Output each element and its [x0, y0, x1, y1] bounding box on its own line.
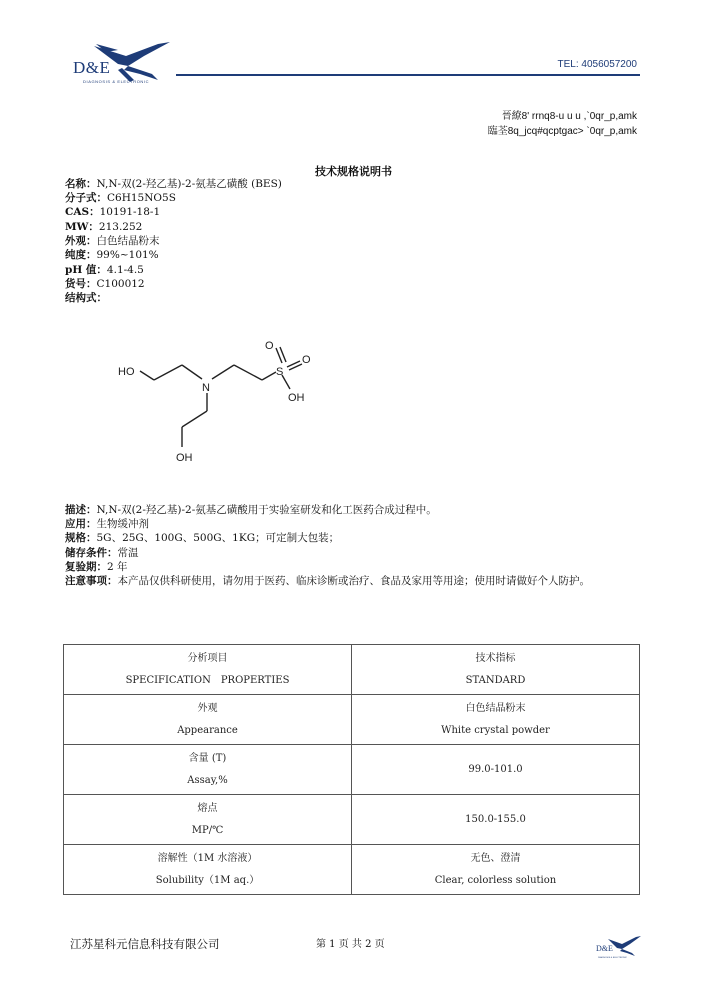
detail-application: 应用：生物缓冲剂 — [65, 518, 149, 530]
atom-s: S — [276, 366, 284, 378]
table-row — [64, 745, 640, 795]
row-item-cn: 熔点 — [197, 802, 218, 814]
footer-logo-icon — [594, 935, 642, 961]
atom-o-right: O — [302, 354, 311, 366]
row-standard-cn: 无色、澄清 — [470, 852, 521, 864]
field-item-no: 货号：C100012 — [65, 278, 145, 290]
footer-page-number: 第 1 页 共 2 页 — [316, 939, 385, 950]
detail-retest: 复验期：2 年 — [65, 561, 128, 573]
field-purity: 纯度：99%~101% — [65, 249, 159, 261]
footer-company-name: 江苏星科元信息科技有限公司 — [70, 939, 220, 951]
row-item-cn: 含量 (T) — [188, 752, 227, 764]
field-structure: 结构式： — [65, 292, 107, 304]
field-formula: 分子式：C6H15NO5S — [65, 192, 176, 204]
spec-table — [63, 644, 640, 895]
field-ph: pH 值：4.1-4.5 — [65, 264, 144, 276]
row-item-cn: 外观 — [197, 702, 218, 714]
structure-diagram — [110, 335, 320, 470]
detail-description: 描述：N,N-双(2-羟乙基)-2-氨基乙磺酸用于实验室研发和化工医药合成过程中。 — [65, 504, 437, 516]
header-tel: TEL: 4056057200 — [557, 59, 637, 70]
footer-logo-text: D&E — [596, 944, 613, 953]
detail-storage: 储存条件：常温 — [65, 547, 139, 559]
row-standard-value: 99.0-101.0 — [352, 745, 640, 795]
spec-title: 技术规格说明书 — [315, 165, 392, 178]
row-standard-cn: 白色结晶粉末 — [465, 702, 526, 714]
field-name: 名称：N,N-双(2-羟乙基)-2-氨基乙磺酸 (BES) — [65, 178, 282, 190]
row-standard-en: Clear, colorless solution — [434, 874, 557, 886]
table-header-item — [64, 645, 352, 695]
table-row — [64, 845, 640, 895]
footer-logo-subtitle: DIAGNOSIS & ELECTRONIC — [598, 957, 627, 959]
row-standard-value: 150.0-155.0 — [352, 795, 640, 845]
atom-n: N — [202, 382, 210, 394]
row-item-en: Solubility（1M aq.） — [155, 874, 260, 886]
header-item-en: SPECIFICATION PROPERTIES — [125, 674, 290, 686]
table-header-standard — [352, 645, 640, 695]
header-standard-en: STANDARD — [465, 674, 526, 686]
header-standard-cn: 技术指标 — [475, 652, 516, 664]
header-contact-line-2: 臨荃8q_jcq#qcptgac> `0qr_p,amk — [487, 126, 637, 137]
atom-oh-sulfonic: OH — [288, 392, 305, 404]
header-contact-line-1: 晉繚8' rrnq8-u u u ,`0qr_p,amk — [501, 111, 637, 122]
detail-notice: 注意事项：本产品仅供科研使用，请勿用于医药、临床诊断或治疗、食品及家用等用途；使用时请做好个人防护。 — [65, 575, 590, 587]
row-item-en: Assay,% — [187, 774, 228, 786]
row-item-en: Appearance — [177, 724, 238, 736]
atom-o-top: O — [265, 340, 274, 352]
atom-ho-left: HO — [118, 366, 135, 378]
row-item-cn: 溶解性（1M 水溶液） — [157, 852, 258, 864]
row-standard-en: White crystal powder — [441, 724, 550, 736]
logo-text: D&E — [73, 58, 111, 77]
table-row — [64, 695, 640, 745]
structure-bonds — [140, 347, 302, 447]
field-mw: MW：213.252 — [65, 221, 143, 233]
detail-package: 规格：5G、25G、100G、500G、1KG；可定制大包装； — [65, 532, 340, 544]
field-appearance: 外观：白色结晶粉末 — [65, 235, 160, 247]
table-header-row — [64, 645, 640, 695]
row-item-en: MP/℃ — [191, 824, 224, 836]
header-divider — [176, 74, 640, 76]
header-item-cn: 分析项目 — [187, 652, 228, 664]
table-row — [64, 795, 640, 845]
field-cas: CAS：10191-18-1 — [65, 206, 161, 218]
atom-oh-bottom: OH — [176, 452, 193, 464]
logo-subtitle: DIAGNOSIS & ELECTRONIC — [83, 79, 150, 84]
